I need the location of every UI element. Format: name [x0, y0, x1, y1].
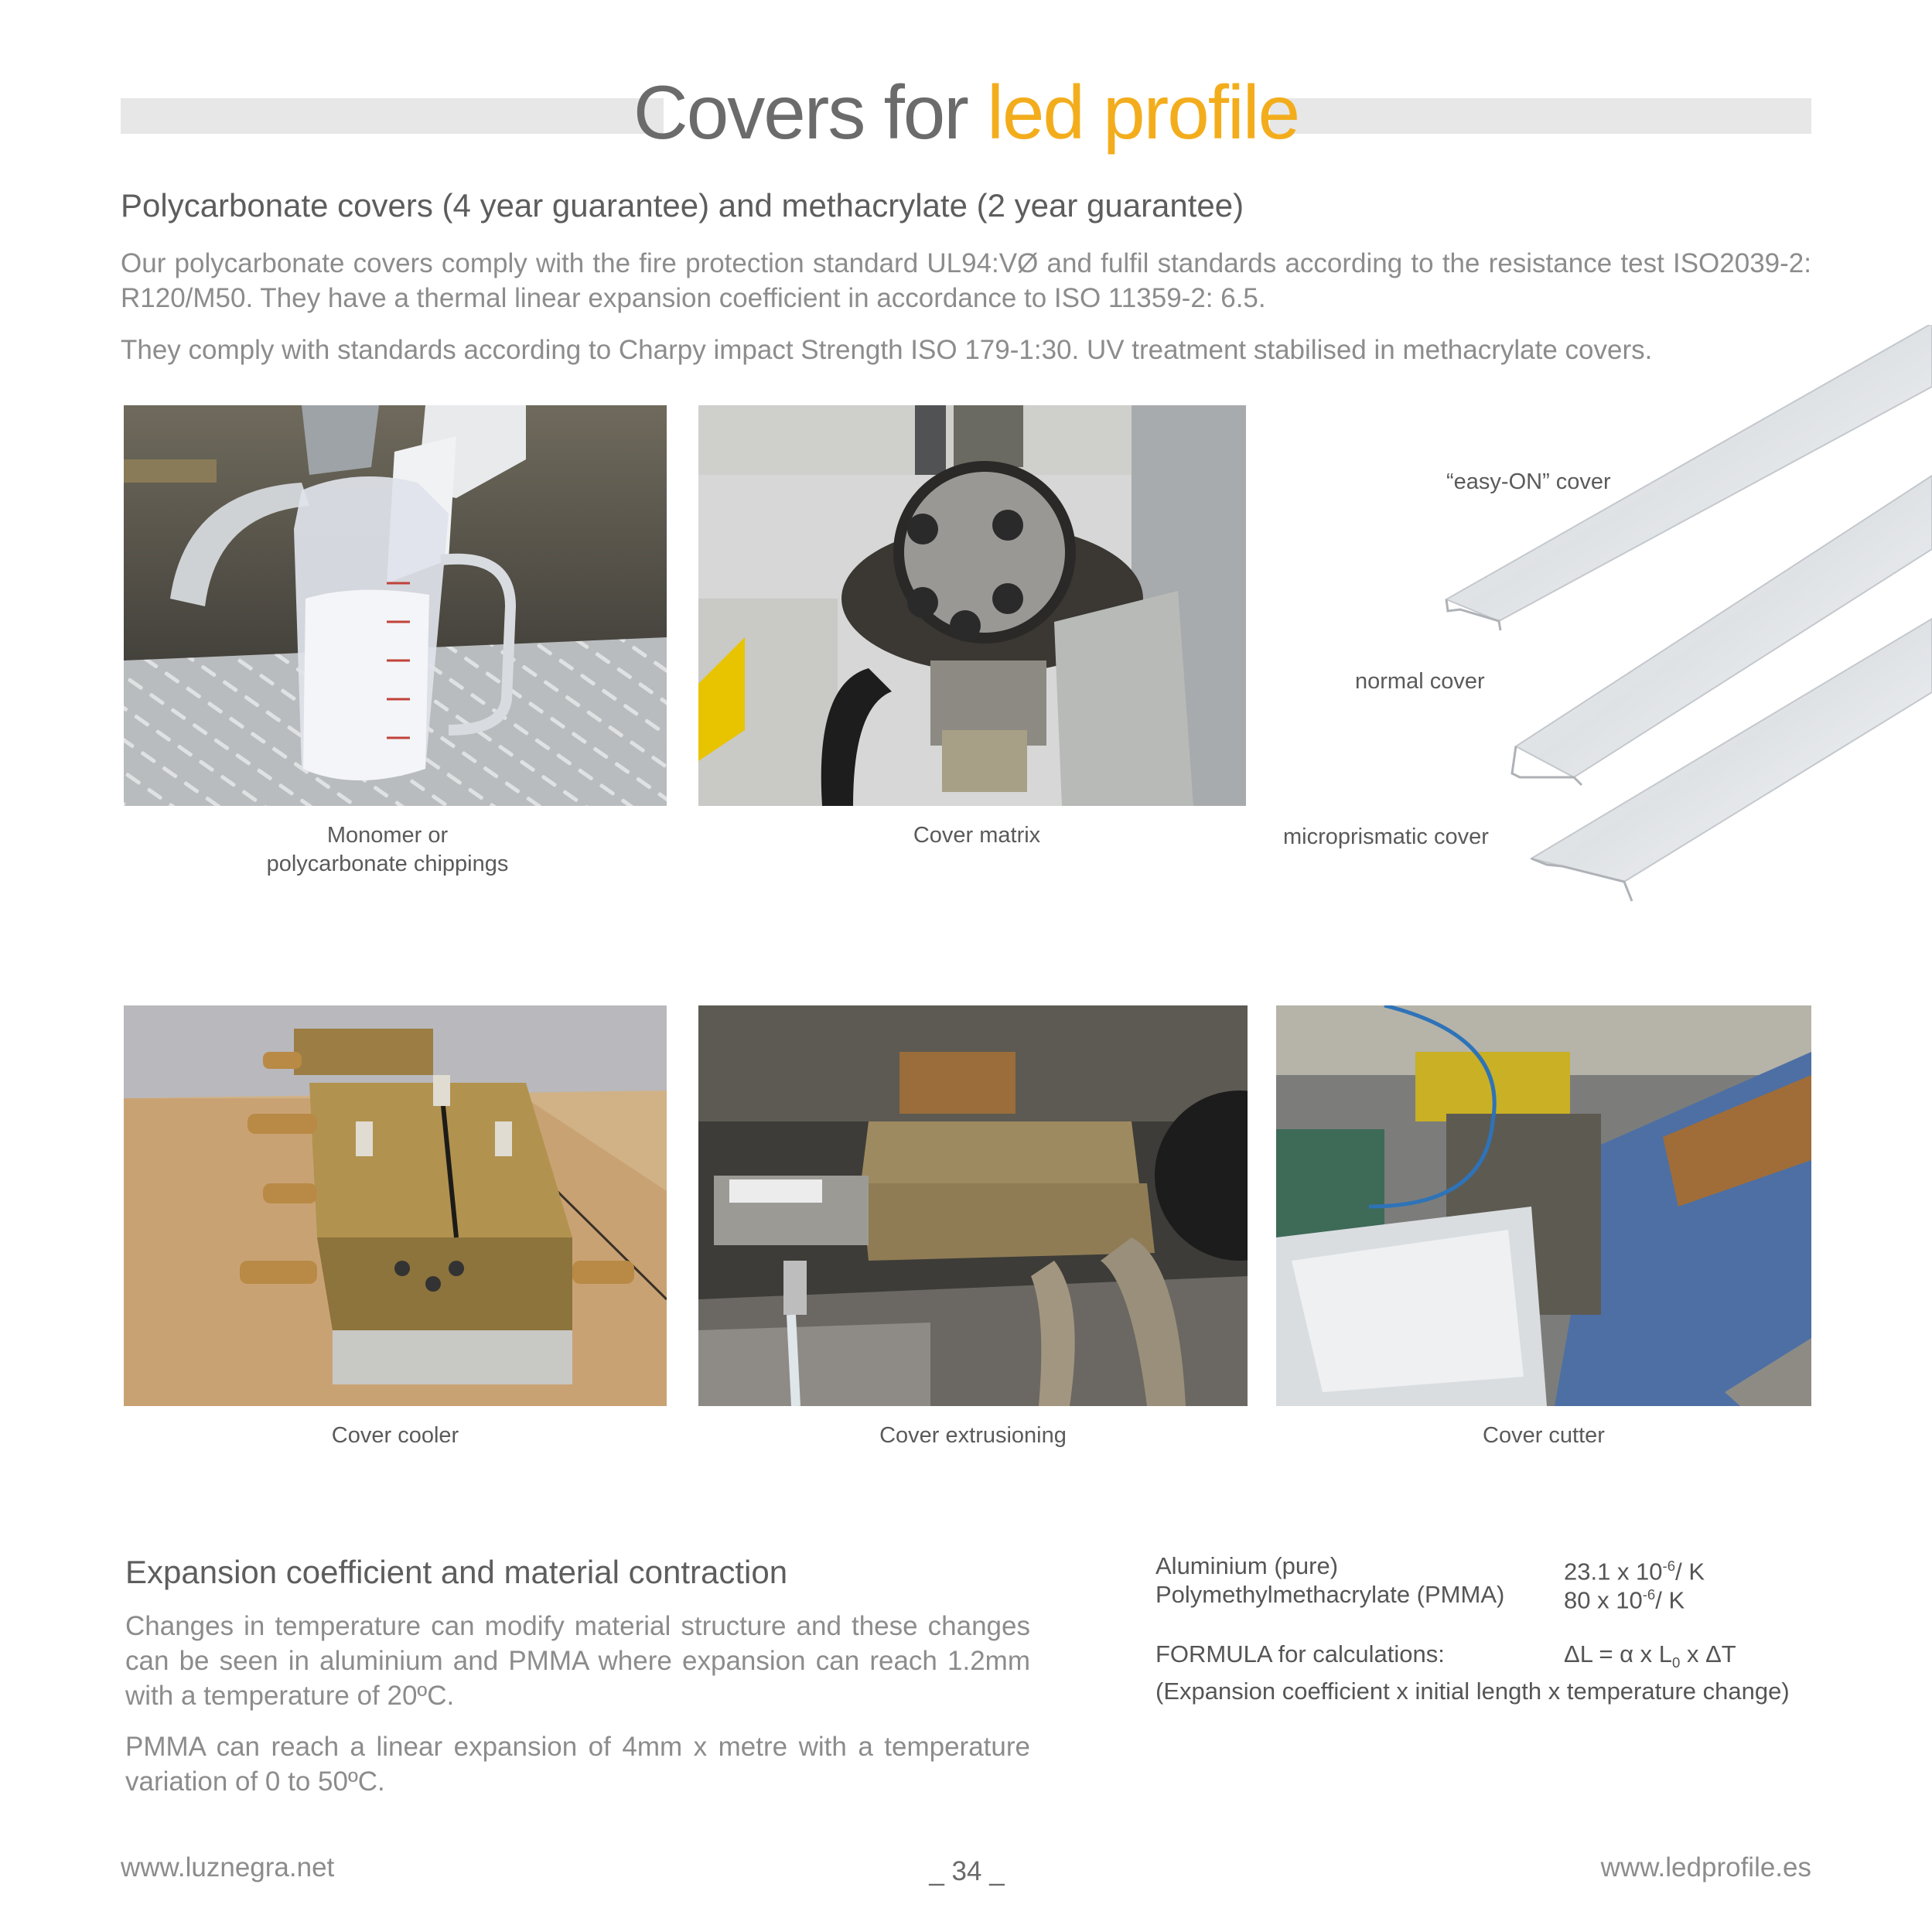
row-aluminium-value-exp: -6: [1662, 1558, 1676, 1574]
expansion-heading: Expansion coefficient and material contraction: [125, 1554, 788, 1590]
page-number: _ 34 _: [929, 1856, 1005, 1886]
row-pmma-value-exp: -6: [1642, 1586, 1656, 1603]
row-pmma-value-unit: / K: [1655, 1586, 1685, 1614]
page-title-main: Covers for: [633, 70, 988, 155]
formula-part-b: x ΔT: [1680, 1640, 1736, 1667]
footer-left-link[interactable]: www.luznegra.net: [121, 1852, 335, 1883]
intro-paragraph-2: They comply with standards according to Charpy impact Strength ISO 179-1:30. UV treatment stabilised in methacrylate covers.: [121, 335, 1653, 365]
row-pmma-value: [1564, 1580, 1685, 1614]
cover-matrix-photo: [698, 405, 1246, 806]
row-pmma-value-base: 80 x 10: [1564, 1586, 1643, 1614]
formula-label: FORMULA for calculations:: [1155, 1640, 1445, 1667]
cover-cutter-photo: [1276, 1005, 1811, 1406]
row-aluminium-value-base: 23.1 x 10: [1564, 1558, 1663, 1586]
cover-cutter-caption: Cover cutter: [1483, 1423, 1605, 1448]
formula-part-a: ΔL = α x L: [1564, 1640, 1673, 1667]
monomer-caption: [124, 821, 651, 879]
coefficients-table: [1155, 1551, 1813, 1737]
cover-extrusion-photo: [698, 1005, 1248, 1406]
monomer-caption-line-1: Monomer or: [326, 823, 449, 848]
monomer-photo: [124, 405, 667, 806]
intro-paragraph-1: Our polycarbonate covers comply with the fire protection standard UL94:VØ and fulfil standards according to the resistance test ISO2039-2: R120/M50. They have a thermal linear expansion coefficient in accordance to ISO 11359-2: 6.5.: [121, 248, 1811, 313]
page-title-accent: led profile: [987, 70, 1299, 155]
monomer-caption-line-2: polycarbonate chippings: [266, 852, 509, 876]
microprismatic-cover-label: microprismatic cover: [1283, 824, 1489, 849]
cover-extrusion-caption: Cover extrusioning: [879, 1423, 1067, 1448]
formula-subscript: 0: [1672, 1654, 1681, 1671]
footer-right-link[interactable]: www.ledprofile.es: [1600, 1852, 1811, 1883]
cover-cooler-photo: [124, 1005, 667, 1406]
cover-profiles-illustration: [1439, 325, 1932, 913]
cover-cooler-caption: Cover cooler: [331, 1423, 459, 1448]
expansion-paragraph-1: Changes in temperature can modify material structure and these changes can be seen in aluminium and PMMA where expansion can reach 1.2mm with a temperature of 20ºC.: [125, 1611, 1030, 1711]
row-pmma-label: Polymethylmethacrylate (PMMA): [1155, 1581, 1505, 1608]
intro-heading: Polycarbonate covers (4 year guarantee) and methacrylate (2 year guarantee): [121, 187, 1244, 224]
expansion-paragraph-2: PMMA can reach a linear expansion of 4mm x metre with a temperature variation of 0 to 50ºC.: [125, 1732, 1030, 1797]
row-aluminium-label: Aluminium (pure): [1155, 1552, 1339, 1579]
formula-expression: [1564, 1640, 1736, 1677]
formula-note: (Expansion coefficient x initial length x temperature change): [1155, 1678, 1790, 1705]
normal-cover-label: normal cover: [1355, 669, 1485, 694]
page-title: [0, 66, 1932, 159]
row-aluminium-value-unit: / K: [1675, 1558, 1705, 1586]
cover-matrix-caption: Cover matrix: [913, 823, 1041, 848]
easy-on-cover-label: “easy-ON” cover: [1446, 469, 1611, 494]
